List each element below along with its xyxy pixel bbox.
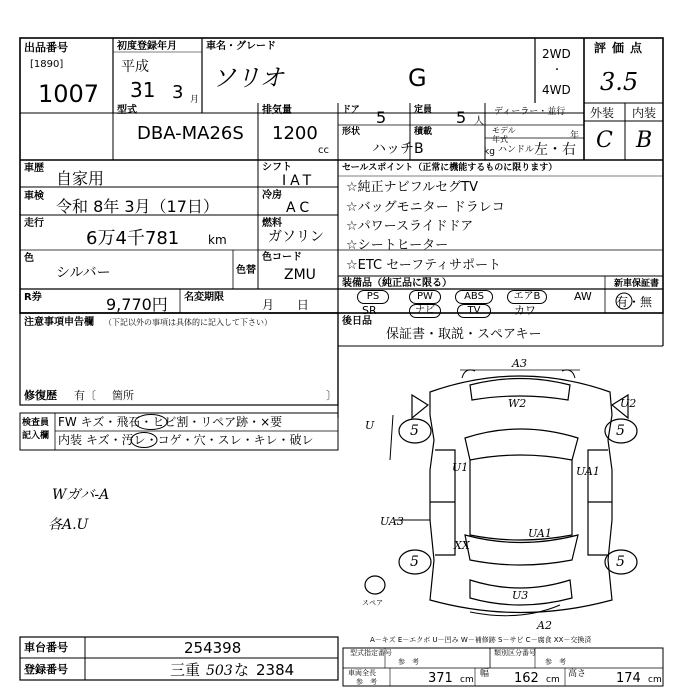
ac: AC [286, 200, 314, 216]
kg-unit: kg [484, 147, 495, 157]
repair-place: 箇所 [112, 389, 134, 402]
handwritten-note-2: 各A.U [48, 517, 89, 533]
notes-sub: （下記以外の事項は具体的に記入して下さい） [104, 318, 272, 327]
equip-ps: PS [357, 290, 389, 304]
displacement-label: 排気量 [262, 105, 292, 116]
handwritten-note-1: Wガバ-A [52, 487, 110, 503]
width-value: 162 [514, 671, 539, 686]
exterior-label: 外装 [590, 106, 615, 120]
color: シルバー [56, 265, 111, 281]
diagram-mark: UA3 [380, 515, 404, 528]
capacity: 5 [456, 108, 467, 127]
use-label: 車歴 [24, 163, 44, 174]
km-unit: km [208, 233, 227, 247]
equip-airbag: エアB [507, 290, 547, 304]
exterior-grade: C [596, 128, 613, 153]
diagram-mark: U1 [452, 461, 469, 474]
first-reg-label: 初度登録年月 [117, 41, 177, 52]
tire-mark: 5 [616, 554, 625, 570]
use: 自家用 [56, 169, 105, 188]
plate-region: 三重 [170, 661, 201, 679]
color-code: ZMU [284, 267, 316, 283]
model-label: 型式 [117, 105, 137, 116]
lot-label: 出品番号 [24, 41, 68, 54]
first-reg-month: 3 [172, 82, 184, 103]
height-unit: cm [648, 675, 662, 685]
model-year-unit: 年 [570, 131, 580, 141]
capacity-unit: 人 [474, 116, 484, 127]
model-year-label: モデル 年式 [492, 126, 516, 144]
chassis-number: 254398 [184, 639, 242, 657]
sales-point-item: ☆バッグモニター ドラレコ [346, 200, 505, 215]
displacement: 1200 [272, 123, 318, 144]
tire-mark: 5 [616, 423, 625, 439]
spare-label: スペア [362, 599, 383, 607]
color-label: 色 [24, 253, 34, 264]
equip-aw: AW [574, 290, 592, 303]
drive-4wd: 4WD [542, 83, 571, 97]
equip-leather: カワ [514, 304, 536, 317]
first-reg-month-unit: 月 [190, 95, 200, 105]
sales-point-item: ☆パワースライドドア [346, 219, 474, 234]
color-code-label: 色コード [262, 252, 302, 263]
length-unit: cm [460, 675, 474, 685]
equip-tv: TV [457, 304, 491, 318]
diagram-mark: U3 [512, 589, 529, 602]
inspector-exterior: FW キズ・飛石・ヒビ割・リペア跡・×要 [58, 415, 283, 429]
inspector-interior: 内装 キズ・汚レ・コゲ・穴・スレ・キレ・破レ [58, 433, 314, 447]
capacity-label: 定員 [414, 105, 433, 115]
plate-kana: な [234, 661, 250, 679]
cc-unit: cc [318, 145, 329, 156]
recycle-label: R券 [24, 292, 42, 303]
notes-label: 注意事項申告欄 [24, 317, 94, 328]
new-warranty: 有・無 [616, 295, 653, 309]
fuel: ガソリン [268, 229, 324, 245]
category-ref: 参 考 [545, 658, 566, 666]
doors: 5 [376, 108, 387, 127]
drive-dot: ・ [552, 65, 562, 76]
category-label: 類別区分番号 [494, 649, 536, 657]
interior-label: 内装 [632, 106, 657, 120]
handle: 左・右 [534, 142, 576, 158]
diagram-mark: UA1 [576, 465, 600, 478]
shift: IAT [282, 173, 316, 189]
diagram-mark: U [365, 419, 375, 432]
first-reg-era: 平成 [121, 59, 149, 75]
equip-navi: ナビ [409, 304, 441, 318]
equip-sr: SR [362, 304, 377, 317]
car-diagram [365, 370, 637, 616]
repair-end: 〕 [326, 389, 337, 402]
lot-number: 1007 [38, 80, 100, 108]
sales-point-item: ☆シートヒーター [346, 238, 449, 253]
diagram-mark: A3 [512, 357, 527, 370]
plate-number: 2384 [256, 661, 295, 679]
inspector-label-2: 記入欄 [22, 431, 50, 441]
drive-2wd: 2WD [542, 47, 571, 61]
height-label: 高さ [568, 669, 587, 679]
mileage-label: 走行 [24, 218, 44, 229]
length-label: 車両全長 [348, 669, 376, 677]
shift-label: シフト [262, 162, 292, 173]
inspection: 令和 8年 3月（17日） [56, 197, 219, 216]
model: DBA-MA26S [137, 123, 244, 144]
inspector-label-1: 検査員 [22, 418, 50, 428]
recycle: 9,770円 [106, 295, 168, 314]
shape: ハッチB [372, 141, 424, 157]
width-label: 幅 [480, 669, 490, 679]
width-unit: cm [546, 675, 560, 685]
handle-label: ハンドル [498, 145, 535, 155]
ac-label: 冷房 [262, 190, 282, 201]
damage-legend: A－キズ E－エクボ U－凹み W－補修跡 S－サビ C－腐食 XX－交換済 [370, 636, 592, 644]
designation-label: 型式指定番号 [350, 649, 392, 657]
fuel-label: 燃料 [262, 218, 282, 229]
equip-pw: PW [409, 290, 441, 304]
eval-label: 評価点 [594, 41, 649, 55]
car-name: ソリオ [212, 64, 284, 92]
length-ref: 参 考 [356, 678, 377, 686]
diagram-mark: A2 [537, 619, 552, 632]
first-reg-year: 31 [130, 78, 156, 102]
shape-label: 形状 [342, 127, 361, 137]
eval-score: 3.5 [600, 68, 639, 96]
equip-abs: ABS [455, 290, 493, 304]
chassis-label: 車台番号 [24, 641, 68, 654]
accessories-label: 後日品 [342, 316, 372, 327]
new-warranty-label: 新車保証書 [614, 279, 660, 289]
sales-points-label: セールスポイント（正常に機能するものに限ります） [342, 163, 558, 173]
name-change: 月 日 [262, 298, 309, 312]
load-label: 積載 [414, 127, 433, 137]
length-value: 371 [428, 671, 453, 686]
diagram-mark: W2 [508, 397, 527, 410]
repair-label: 修復歴 [24, 389, 57, 402]
diagram-mark: U2 [620, 397, 637, 410]
interior-grade: B [636, 128, 653, 153]
plate-class: 503 [206, 663, 233, 679]
tire-mark: 5 [410, 423, 419, 439]
doors-label: ドア [342, 105, 360, 115]
repair-value: 有〔 [74, 389, 96, 402]
diagram-mark: XX [454, 539, 470, 552]
repaint-label: 色替 [236, 265, 256, 276]
inspection-label: 車検 [24, 191, 44, 202]
grade: G [408, 64, 427, 92]
accessories: 保証書・取説・スペアキー [386, 327, 542, 342]
equipment-label: 装備品（純正品に限る） [342, 278, 452, 289]
sales-point-item: ☆ETC セーフティサポート [346, 258, 502, 273]
lot-sub: [1890] [30, 59, 64, 70]
designation-ref: 参 考 [398, 658, 419, 666]
name-change-label: 名変期限 [184, 292, 224, 303]
car-name-label: 車名・グレード [206, 41, 276, 52]
plate-label: 登録番号 [24, 663, 68, 676]
mileage: 6万4千781 [86, 228, 180, 249]
diagram-mark: UA1 [528, 527, 552, 540]
height-value: 174 [616, 671, 641, 686]
dealer-label: ディーラー・並行 [494, 107, 566, 117]
tire-mark: 5 [410, 554, 419, 570]
sales-point-item: ☆純正ナビフルセグTV [346, 180, 478, 195]
